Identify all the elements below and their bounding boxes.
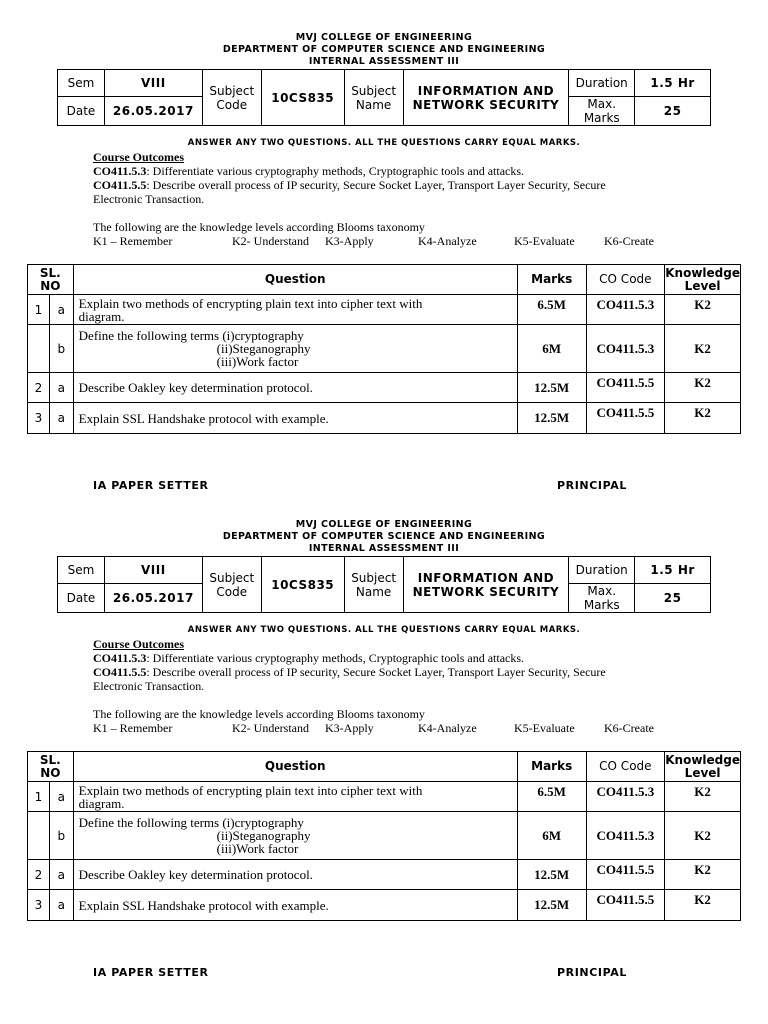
question-co-code: CO411.5.3 (586, 782, 665, 812)
co-code-header: CO Code (586, 265, 665, 295)
ia-paper-setter-signature: IA PAPER SETTER (93, 966, 209, 979)
question-co-code: CO411.5.5 (586, 890, 665, 921)
knowledge-level-k3: K3-Apply (325, 234, 374, 248)
marks-header: Marks (517, 752, 586, 782)
questions-table (27, 264, 741, 434)
knowledge-levels-intro: The following are the knowledge levels according Blooms taxonomy (93, 707, 425, 721)
question-knowledge-level: K2 (665, 325, 741, 373)
question-number: 2 (28, 860, 50, 890)
subject-code-label: Subject Code (202, 557, 261, 613)
knowledge-level-header: Knowledge Level (665, 265, 740, 293)
sem-value: VIII (104, 557, 202, 584)
question-number: 1 (28, 782, 50, 812)
date-value: 26.05.2017 (104, 584, 202, 613)
question-text: Explain SSL Handshake protocol with example. (73, 403, 517, 434)
question-marks: 12.5M (517, 373, 586, 403)
duration-label: Duration (569, 557, 635, 584)
knowledge-level-k6: K6-Create (604, 234, 654, 248)
question-marks: 6.5M (517, 782, 586, 812)
course-outcome-2-cont: Electronic Transaction. (93, 679, 205, 693)
date-value: 26.05.2017 (104, 97, 202, 126)
max-marks-value: 25 (635, 97, 711, 126)
question-text: Describe Oakley key determination protocol. (73, 373, 517, 403)
question-number (28, 325, 50, 373)
sl-no-header: SL. NO (28, 752, 74, 782)
question-paper-copy (0, 32, 768, 519)
knowledge-level-k1: K1 – Remember (93, 721, 173, 735)
course-outcome-2: CO411.5.5: Describe overall process of IP security, Secure Socket Layer, Transport Layer Security, Secure (93, 665, 606, 679)
max-marks-label: Max. Marks (569, 97, 635, 126)
course-outcomes-title: Course Outcomes (93, 637, 184, 651)
question-text: Explain two methods of encrypting plain text into cipher text with diagram. (73, 782, 517, 812)
assessment-title: INTERNAL ASSESSMENT III (308, 543, 460, 554)
sem-label: Sem (58, 70, 105, 97)
subject-code-label: Subject Code (202, 70, 261, 126)
knowledge-level-k3: K3-Apply (325, 721, 374, 735)
question-number: 3 (28, 403, 50, 434)
date-label: Date (58, 584, 105, 613)
question-text: Explain SSL Handshake protocol with example. (73, 890, 517, 921)
questions-header-row (28, 752, 741, 782)
question-co-code: CO411.5.5 (586, 403, 665, 434)
question-part: a (49, 403, 73, 434)
duration-value: 1.5 Hr (635, 557, 711, 584)
table-row (28, 325, 741, 373)
question-knowledge-level: K2 (665, 812, 741, 860)
question-co-code: CO411.5.5 (586, 373, 665, 403)
question-number: 2 (28, 373, 50, 403)
date-label: Date (58, 97, 105, 126)
question-marks: 12.5M (517, 860, 586, 890)
question-text: Explain two methods of encrypting plain text into cipher text with diagram. (73, 295, 517, 325)
course-outcome-2: CO411.5.5: Describe overall process of IP security, Secure Socket Layer, Transport Layer Security, Secure (93, 178, 606, 192)
knowledge-level-k4: K4-Analyze (418, 721, 477, 735)
knowledge-level-k6: K6-Create (604, 721, 654, 735)
question-knowledge-level: K2 (665, 403, 741, 434)
table-row (28, 782, 741, 812)
knowledge-level-k5: K5-Evaluate (514, 721, 575, 735)
questions-table (27, 751, 741, 921)
co-code-header: CO Code (586, 752, 665, 782)
question-co-code: CO411.5.3 (586, 325, 665, 373)
question-knowledge-level: K2 (665, 860, 741, 890)
question-co-code: CO411.5.5 (586, 860, 665, 890)
knowledge-level-k4: K4-Analyze (418, 234, 477, 248)
table-row (28, 373, 741, 403)
question-knowledge-level: K2 (665, 373, 741, 403)
max-marks-label: Max. Marks (569, 584, 635, 613)
question-number: 3 (28, 890, 50, 921)
sem-value: VIII (104, 70, 202, 97)
question-paper-copy (0, 519, 768, 1006)
table-row (28, 403, 741, 434)
question-header: Question (73, 752, 517, 782)
instruction-text: ANSWER ANY TWO QUESTIONS. ALL THE QUESTIONS CARRY EQUAL MARKS. (187, 138, 581, 148)
table-row (28, 812, 741, 860)
table-row (28, 295, 741, 325)
question-part: a (49, 373, 73, 403)
table-row (28, 860, 741, 890)
knowledge-level-k5: K5-Evaluate (514, 234, 575, 248)
question-marks: 6M (517, 812, 586, 860)
question-knowledge-level: K2 (665, 782, 741, 812)
knowledge-levels-intro: The following are the knowledge levels according Blooms taxonomy (93, 220, 425, 234)
sem-label: Sem (58, 557, 105, 584)
question-part: a (49, 295, 73, 325)
question-text: Describe Oakley key determination protocol. (73, 860, 517, 890)
duration-label: Duration (569, 70, 635, 97)
duration-value: 1.5 Hr (635, 70, 711, 97)
exam-info-table (57, 69, 711, 126)
assessment-title: INTERNAL ASSESSMENT III (308, 56, 460, 67)
questions-header-row (28, 265, 741, 295)
exam-info-table (57, 556, 711, 613)
principal-signature: PRINCIPAL (557, 479, 627, 492)
question-part: b (49, 325, 73, 373)
question-marks: 6.5M (517, 295, 586, 325)
marks-header: Marks (517, 265, 586, 295)
question-knowledge-level: K2 (665, 890, 741, 921)
question-co-code: CO411.5.3 (586, 812, 665, 860)
knowledge-level-k1: K1 – Remember (93, 234, 173, 248)
course-outcome-2-cont: Electronic Transaction. (93, 192, 205, 206)
question-co-code: CO411.5.3 (586, 295, 665, 325)
subject-code-value: 10CS835 (261, 557, 344, 613)
question-part: b (49, 812, 73, 860)
question-marks: 12.5M (517, 403, 586, 434)
subject-name-value: INFORMATION AND NETWORK SECURITY (403, 70, 569, 126)
question-marks: 6M (517, 325, 586, 373)
subject-name-value: INFORMATION AND NETWORK SECURITY (403, 557, 569, 613)
max-marks-value: 25 (635, 584, 711, 613)
department-name: DEPARTMENT OF COMPUTER SCIENCE AND ENGINEERING (222, 531, 546, 542)
knowledge-level-header: Knowledge Level (665, 752, 740, 780)
table-row (28, 890, 741, 921)
department-name: DEPARTMENT OF COMPUTER SCIENCE AND ENGINEERING (222, 44, 546, 55)
ia-paper-setter-signature: IA PAPER SETTER (93, 479, 209, 492)
knowledge-level-k2: K2- Understand (232, 234, 309, 248)
question-number: 1 (28, 295, 50, 325)
question-part: a (49, 890, 73, 921)
question-number (28, 812, 50, 860)
subject-code-value: 10CS835 (261, 70, 344, 126)
course-outcome-1: CO411.5.3: Differentiate various cryptography methods, Cryptographic tools and attacks. (93, 651, 525, 665)
question-header: Question (73, 265, 517, 295)
subject-name-label: Subject Name (344, 70, 403, 126)
course-outcome-1: CO411.5.3: Differentiate various cryptography methods, Cryptographic tools and attacks. (93, 164, 525, 178)
instruction-text: ANSWER ANY TWO QUESTIONS. ALL THE QUESTIONS CARRY EQUAL MARKS. (187, 625, 581, 635)
question-knowledge-level: K2 (665, 295, 741, 325)
college-name: MVJ COLLEGE OF ENGINEERING (295, 519, 473, 530)
question-text: Define the following terms (i)cryptography (ii)Steganography (iii)Work factor (73, 812, 517, 860)
subject-name-label: Subject Name (344, 557, 403, 613)
principal-signature: PRINCIPAL (557, 966, 627, 979)
question-text: Define the following terms (i)cryptography (ii)Steganography (iii)Work factor (73, 325, 517, 373)
question-part: a (49, 860, 73, 890)
sl-no-header: SL. NO (28, 265, 74, 295)
course-outcomes-title: Course Outcomes (93, 150, 184, 164)
question-marks: 12.5M (517, 890, 586, 921)
college-name: MVJ COLLEGE OF ENGINEERING (295, 32, 473, 43)
knowledge-level-k2: K2- Understand (232, 721, 309, 735)
question-part: a (49, 782, 73, 812)
